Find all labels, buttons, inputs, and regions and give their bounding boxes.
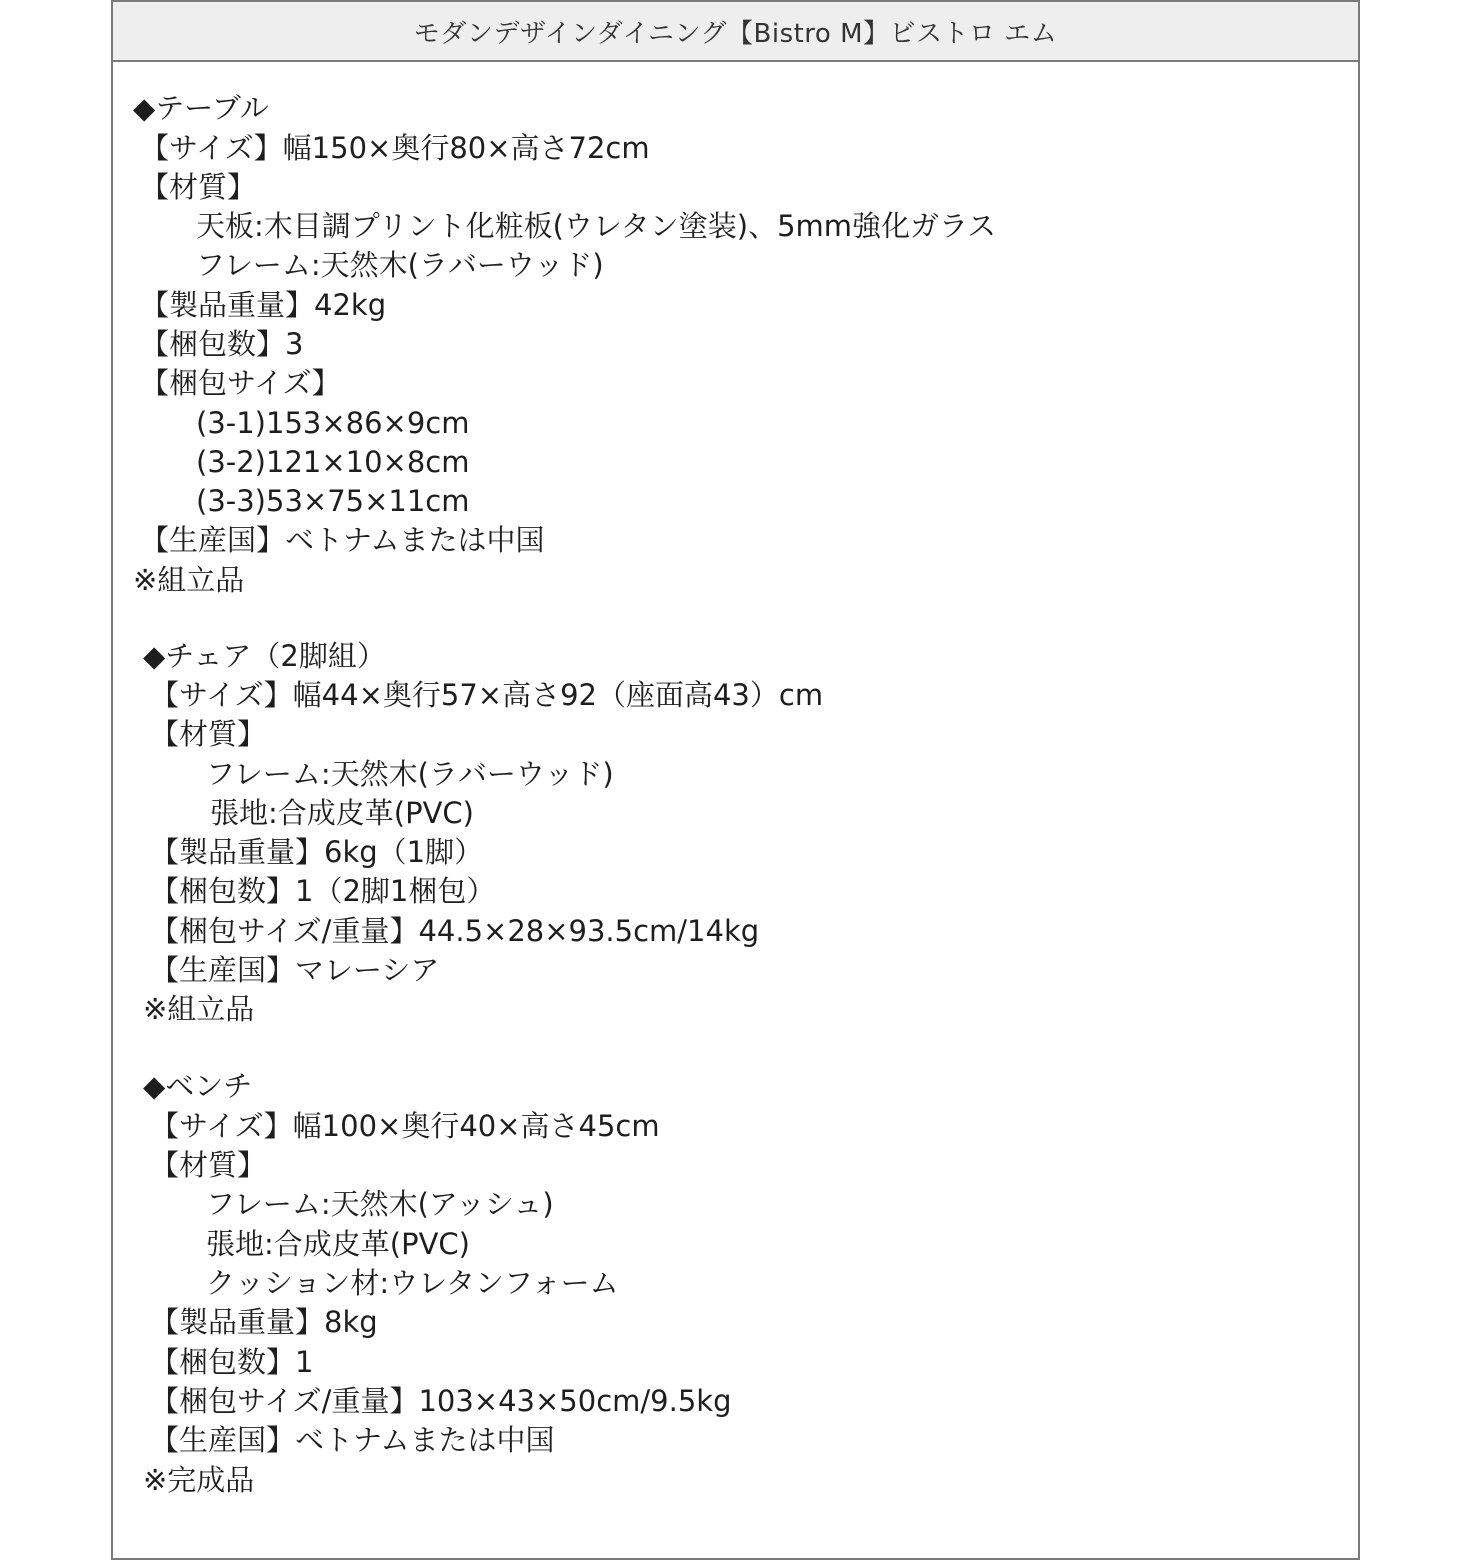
section-heading-bench: ◆ベンチ [143,1069,253,1103]
spec-line: クッション材:ウレタンフォーム [206,1266,619,1300]
spec-line: 張地:合成皮革(PVC) [210,796,474,830]
spec-line: 【製品重量】42kg [140,288,387,322]
spec-line: 【梱包数】1 [150,1345,314,1379]
spec-line: 【梱包数】3 [140,327,304,361]
spec-line: 【サイズ】幅44×奥行57×高さ92（座面高43）cm [150,678,824,712]
spec-line: 【材質】 [150,1148,267,1182]
spec-line: 【材質】 [150,717,267,751]
spec-line: フレーム:天然木(ラバーウッド) [206,757,614,791]
spec-line: フレーム:天然木(アッシュ) [206,1187,554,1221]
spec-line: 【サイズ】幅100×奥行40×高さ45cm [150,1109,660,1143]
spec-title: モダンデザインダイニング【Bistro M】ビストロ エム [113,2,1358,62]
spec-line: 【製品重量】8kg [150,1305,378,1339]
spec-line: (3-3)53×75×11cm [196,484,470,518]
spec-line: 【生産国】ベトナムまたは中国 [140,523,545,557]
spec-line: 張地:合成皮革(PVC) [206,1227,470,1261]
spec-line: 【生産国】ベトナムまたは中国 [150,1423,555,1457]
spec-line: フレーム:天然木(ラバーウッド) [196,248,604,282]
section-heading-chair: ◆チェア（2脚組） [143,639,386,673]
spec-line: 【材質】 [140,170,257,204]
spec-note: ※組立品 [143,992,255,1026]
spec-line: 【梱包サイズ/重量】44.5×28×93.5cm/14kg [150,914,760,948]
spec-note: ※完成品 [143,1463,255,1497]
spec-line: 天板:木目調プリント化粧板(ウレタン塗装)、5mm強化ガラス [196,209,997,243]
spec-line: 【サイズ】幅150×奥行80×高さ72cm [140,131,650,165]
spec-line: (3-1)153×86×9cm [196,406,470,440]
spec-line: (3-2)121×10×8cm [196,445,470,479]
section-heading-table: ◆テーブル [133,91,269,125]
spec-line: 【生産国】マレーシア [150,953,440,987]
spec-line: 【梱包サイズ】 [140,366,341,400]
spec-line: 【梱包数】1（2脚1梱包） [150,874,496,908]
spec-line: 【製品重量】6kg（1脚） [150,835,484,869]
spec-line: 【梱包サイズ/重量】103×43×50cm/9.5kg [150,1384,732,1418]
spec-note: ※組立品 [133,563,245,597]
